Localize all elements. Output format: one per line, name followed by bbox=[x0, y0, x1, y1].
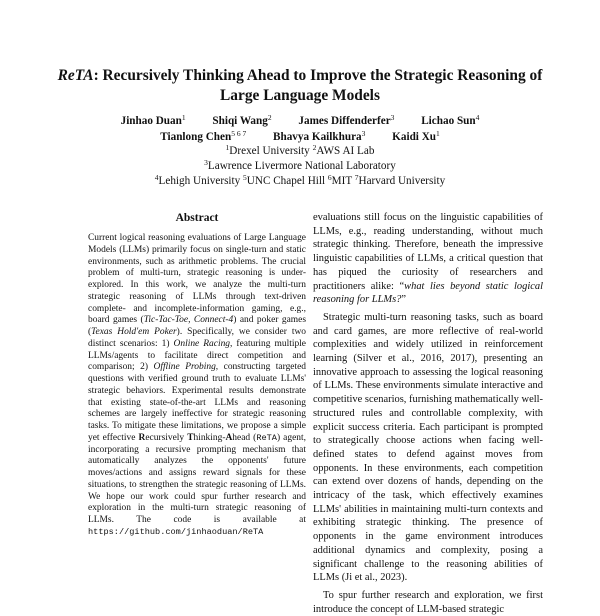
title-text-line2: Large Language Models bbox=[220, 87, 380, 104]
affiliation-list bbox=[40, 144, 560, 189]
code-link[interactable]: https://github.com/jinhaoduan/ReTA bbox=[88, 526, 264, 537]
paragraph: Strategic multi-turn reasoning tasks, such as board and card games, are more reflective of real-world complexities and widely utilized in reinforcement learning (Silver et al., 2016, 2017), presenting an innovative approach to assessing the logical reasoning of LLMs. These environments simulate interactive and competitive scenarios, furnishing mathematically well-structured rules and controllable complexity, with explicit success criteria. Each participant is prompted to strategically choose actions when facing well-defined states to defend against moves from opponents. In these environments, each competition can extend over dozens of hands, depending on the intricacy of the task, which effectively examines LLMs' abilities in maintaining multi-turn contexts and exhibiting strategic thinking. The presence of opponents in the game environment introduces additional dynamics and complexity, posing a significant challenge to the reasoning abilities of LLMs (Ji et al., 2023). bbox=[313, 311, 543, 584]
right-column bbox=[313, 211, 543, 616]
affiliation: $^7$Harvard University bbox=[354, 173, 446, 187]
paper-title bbox=[40, 66, 560, 106]
author-list bbox=[40, 113, 560, 145]
author: Kaidi Xu$^1$ bbox=[392, 129, 440, 143]
author: Lichao Sun$^4$ bbox=[421, 113, 480, 127]
title-text-line1: : Recursively Thinking Ahead to Improve the Strategic Reasoning of bbox=[93, 67, 543, 84]
affiliation: $^5$UNC Chapel Hill bbox=[243, 173, 328, 187]
affiliation: $^6$MIT bbox=[327, 173, 355, 187]
author: James Diffenderfer$^3$ bbox=[298, 113, 395, 127]
author: Jinhao Duan$^1$ bbox=[120, 113, 186, 127]
affiliation: $^4$Lehigh University bbox=[154, 173, 244, 187]
paragraph: To spur further research and exploration, we first introduce the concept of LLM-based strategic bbox=[313, 589, 543, 615]
author: Bhavya Kailkhura$^3$ bbox=[273, 129, 366, 143]
affiliation: $^3$Lawrence Livermore National Laboratory bbox=[204, 158, 396, 172]
affiliation: $^2$AWS AI Lab bbox=[312, 143, 375, 157]
paragraph: evaluations still focus on the linguistic capabilities of LLMs, e.g., reading understanding, without much strategic thinking. Therefore, beneath the impressive linguistic capabilities of LLMs, a critical question that has piqued the curiosity of researchers and practitioners alike: “what lies beyond static logical reasoning for LLMs?” bbox=[313, 212, 543, 306]
abstract-heading: Abstract bbox=[175, 212, 219, 224]
author: Shiqi Wang$^2$ bbox=[212, 113, 272, 127]
author: Tianlong Chen$^{5 6 7}$ bbox=[160, 129, 247, 143]
title-system-name: ReTA bbox=[57, 67, 94, 84]
agent-name-mono: ReTA bbox=[256, 432, 277, 443]
affiliation: $^1$Drexel University bbox=[225, 143, 313, 157]
abstract-body: Current logical reasoning evaluations of Large Language Models (LLMs) primarily focus on single-turn and static environments, such as arithmetic problems. The crucial problem of multi-turn, strategic reasoning is under-explored. In this work, we analyze the multi-turn strategic reasoning of LLMs through text-driven complete- and incomplete-information gaming, e.g., board games (Tic-Tac-Toe, Connect-4) and poker games (Texas Hold'em Poker). Specifically, we consider two distinct scenarios: 1) Online Racing, featuring multiple LLMs/agents to facilitate direct competition and comparison; 2) Offline Probing, constructing targeted questions with verified ground truth to evaluate LLMs' strategic behaviors. Experimental results demonstrate that existing state-of-the-art LLMs and reasoning schemes are largely ineffective for strategic reasoning tasks. To mitigate these limitations, we propose a simple yet effective Recursively Thinking-Ahead (ReTA) agent, incorporating a recursive prompting mechanism that automatically analyzes the opponents' future moves/actions and assigns reward signals for these situations, to strengthen the strategic reasoning of LLMs. We hope our work could spur further research and exploration in the multi-turn strategic reasoning of LLMs. The code is available at https://github.com/jinhaoduan/ReTA bbox=[88, 233, 307, 537]
